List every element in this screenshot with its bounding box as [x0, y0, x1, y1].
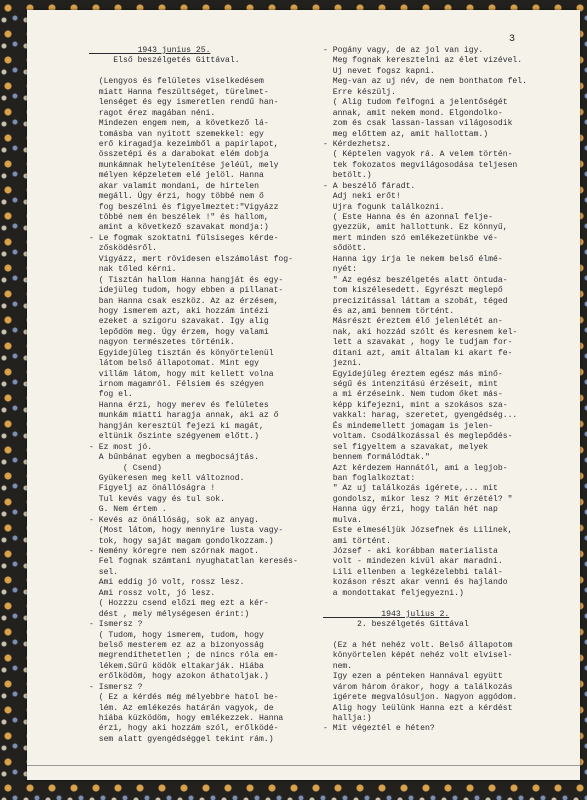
text-line: 1943 julius 2.: [323, 609, 450, 619]
text-line: - Pogány vagy, de az jol van igy.: [323, 46, 484, 55]
text-line: irnom magamról. Félsiem és szégyen: [89, 380, 264, 389]
text-line: lenséget és egy ismeretlen rendű han-: [89, 98, 279, 108]
text-line: gondolsz, mikor lesz ? Mit érzétél? ": [323, 494, 513, 504]
text-line: tek fokozatos megvilágosodása teljesen: [323, 160, 518, 170]
text-line: mélyen képzeletem elé jelöl. Hanna: [89, 171, 264, 181]
text-line: József - aki korábban materialista: [323, 547, 498, 556]
text-line: vakkal: harag, szeretet, gyengédség...: [323, 411, 518, 421]
text-line: sel figyeltem a szavakat, melyek: [323, 442, 489, 452]
text-line: meg előttem az, amit hallottam.): [323, 129, 489, 139]
typewritten-page: [27, 10, 580, 780]
text-line: Este elmeséljük Józsefnek és Lilinek,: [323, 526, 513, 536]
text-line: villám látom, hogy mit kellett volna: [89, 369, 274, 379]
text-line: Erre készülj.: [323, 87, 396, 97]
text-line: - Nemény kóregre nem szórnak magot.: [89, 547, 259, 556]
text-line: - Ismersz ?: [89, 682, 143, 692]
text-line: 1943 junius 25.: [89, 46, 211, 55]
right-text-column: [323, 46, 563, 735]
text-line: belső mesterem ez az a bizonyosság: [89, 640, 264, 650]
text-line: voltam. Csodálkozással és meglepődés-: [323, 432, 513, 442]
text-line: képp kifejezni, mint a szokásos sza-: [323, 400, 508, 410]
text-line: zom és csak lassan-lassan világosodik: [323, 119, 513, 129]
page-bottom-rule: [27, 765, 580, 766]
text-line: lém. Az emlékezés határán vagyok, de: [89, 703, 274, 713]
text-line: nem.: [323, 661, 353, 671]
text-line: - Kérdezhetsz.: [323, 139, 391, 149]
text-line: hiába küzködöm, hogy emlékezzek. Hanna: [89, 714, 284, 723]
text-line: fog beszélni és figyelmeztet:"Vigyázz: [89, 202, 279, 212]
text-line: Gyükeresen meg kell változnod.: [89, 473, 245, 483]
text-line: idejüleg tudom, hogy ebben a pillanat-: [89, 286, 284, 296]
text-line: " Az egész beszélgetés alatt öntuda-: [323, 275, 508, 285]
text-line: megáll. Úgy érzi, hogy többé nem ő: [89, 192, 264, 202]
text-line: - Mit végeztél e héten?: [323, 724, 435, 734]
text-line: munkámnak helytelenítése jeléül, mely: [89, 160, 279, 170]
text-line: lett a szavakat , hogy le tudjam for-: [323, 338, 513, 348]
text-line: Egyidejüleg tisztán és könyörtelenül: [89, 348, 274, 358]
text-line: miatt Hanna feszültséget, türelmet-: [89, 87, 269, 97]
text-line: eltünik őszinte szégyenem előtt.): [89, 432, 259, 442]
text-line: a mondottakat feljegyezni.): [323, 588, 464, 598]
text-line: nyét:: [323, 265, 357, 275]
text-line: gyezzük, amit hallottunk. Ez könnyű,: [323, 223, 508, 233]
text-line: nak tőled kérni.: [89, 265, 177, 275]
text-line: tom kiszélesedett. Egyrészt meglepő: [323, 286, 503, 296]
text-line: akar valamit mondani, de hirtelen: [89, 181, 259, 191]
text-line: ragot érez magában néni.: [89, 108, 216, 118]
text-line: G. Nem értem .: [89, 505, 167, 515]
text-line: nagyon természetes történik.: [89, 338, 235, 348]
text-line: Igy ezen a pénteken Hannával együtt: [323, 672, 503, 682]
text-line: tok, hogy saját magam gondolkozzam.): [89, 536, 274, 546]
text-line: jezni.: [323, 359, 362, 369]
text-line: mert minden szó emlékezetünkbe vé-: [323, 233, 498, 243]
text-line: Egyidejüleg éreztem egész más minő-: [323, 369, 503, 379]
text-line: [323, 599, 563, 609]
page-number: 3: [509, 34, 516, 45]
left-text-column: [89, 46, 311, 745]
text-line: volt - mindezen kivül akar maradni.: [323, 557, 503, 567]
text-line: ban foglalkoztat:: [323, 473, 416, 483]
text-line: Ujra fogunk találkozni.: [323, 202, 445, 212]
text-line: dést , mely mélységesen érint:): [89, 609, 250, 619]
text-line: Figyelj az önállóságra !: [89, 484, 216, 494]
text-line: Uj nevet fogsz kapni.: [323, 66, 435, 76]
text-line: (Most látom, hogy mennyire lusta vagy-: [89, 526, 284, 536]
text-line: kozáson részt akar venni és hajlando: [323, 578, 508, 588]
text-line: Ami rossz volt, jó lesz.: [89, 588, 216, 598]
text-line: [323, 631, 563, 641]
text-line: látom belső állapotomat. Mint egy: [89, 359, 259, 369]
text-line: sel.: [89, 567, 119, 577]
text-line: ditani azt, amit általam ki akart fe-: [323, 348, 513, 358]
text-line: többé nem én beszélek !" és hallom,: [89, 213, 269, 222]
text-line: igérete megvalósuljon. Nagyon aggódom.: [323, 693, 518, 703]
text-line: erő kiragadja kezeimből a papírlapot,: [89, 139, 279, 149]
text-line: - Le fogmak szoktatni fülsiseges kérde-: [89, 233, 279, 243]
text-line: erőlködöm, hogy azokon áthatoljak.): [89, 672, 269, 682]
text-line: ségű és intenzitású érzéseit, mint: [323, 380, 498, 389]
text-line: zősködésről.: [89, 244, 157, 254]
text-line: Másrészt éreztem élő jelenlétét an-: [323, 317, 503, 327]
text-line: Első beszélgetés Gittával.: [89, 56, 240, 66]
text-line: hangján keresztül fejezi ki magát,: [89, 421, 264, 431]
text-line: precizitással láttam a szobát, téged: [323, 296, 508, 306]
text-line: - Ismersz ?: [89, 620, 143, 630]
text-line: nak, aki hozzád szólt és keresnem kel-: [323, 327, 518, 337]
text-line: Meg fognak keresztelni az élet vizével.: [323, 56, 523, 66]
text-line: lékem.Sűrű ködök eltakarják. Hiába: [89, 661, 264, 671]
text-line: ( Képtelen vagyok rá. A velem történ-: [323, 150, 513, 160]
text-line: Vigyázz, mert rövidesen elszámolást fog-: [89, 254, 293, 264]
text-line: - Kevés az önállóság, sok az anyag.: [89, 515, 259, 525]
text-line: Alig hogy leülünk Hanna ezt a kérdést: [323, 703, 513, 713]
text-line: A bűnbánat egyben a megbocsájtás.: [89, 453, 259, 463]
text-line: fog el.: [89, 390, 133, 400]
text-line: Fel fognak számtani nyughatatlan keresés-: [89, 557, 298, 567]
text-line: ezeket a szigoru szavakat. Igy alig: [89, 317, 269, 327]
text-line: ban Hanna csak eszköz. Az az érzésem,: [89, 296, 279, 306]
text-line: (Ez a hét nehéz volt. Belső állapotom: [323, 640, 513, 650]
text-line: Adj neki erőt!: [323, 192, 401, 202]
text-line: [89, 67, 311, 77]
text-line: Hanna érzi, hogy merev és felületes: [89, 400, 269, 410]
text-line: ( Hozzzu csend előzi meg ezt a kér-: [89, 599, 269, 609]
text-line: összetépi és a darabokat elém dobja: [89, 150, 269, 160]
text-line: 2. beszélgetés Gittával: [323, 620, 469, 630]
text-line: Azt kérdezem Hannától, ami a legjob-: [323, 463, 508, 473]
text-line: ( Alig tudom felfogni a jelentőségét: [323, 98, 508, 108]
text-line: könyörtelen képét nehéz volt elvisel-: [323, 651, 513, 661]
text-line: Meg-van az uj név, de nem bonthatom fel.: [323, 77, 527, 87]
text-line: Ami eddig jó volt, rossz lesz.: [89, 578, 245, 588]
text-line: (Lengyos és felületes viselkedésem: [89, 77, 264, 87]
text-line: ami történt.: [323, 536, 391, 546]
text-line: " Az uj találkozás igérete,... mit: [323, 484, 498, 494]
text-line: amint a következő szavakat mondja:): [89, 223, 269, 233]
text-line: ( Tisztán hallom Hanna hangját és egy-: [89, 275, 284, 285]
text-line: hallja:): [323, 714, 372, 723]
text-line: sődött.: [323, 244, 367, 254]
text-line: megrendíthetetlen ; de nincs róla em-: [89, 651, 279, 661]
text-line: ( Tudom, hogy ismerem, tudom, hogy: [89, 630, 264, 640]
text-line: mulva.: [323, 515, 362, 525]
text-line: Mindezen engem nem, a következő lá-: [89, 119, 269, 129]
text-line: - Ez most jó.: [89, 442, 153, 452]
text-line: bennem formálódtak.": [323, 453, 430, 463]
text-line: Lili ellenben a legkézelebbi talál-: [323, 567, 503, 577]
text-line: várom három órakor, hogy a találkozás: [323, 682, 513, 692]
text-line: tomásba van nyitott szemekkel: egy: [89, 129, 264, 139]
text-line: Hanna igy irja le nekem belső élmé-: [323, 254, 503, 264]
text-line: Tul kevés vagy és tul sok.: [89, 494, 225, 504]
text-line: sem alatt gyengédséggel tekint rám.): [89, 734, 274, 744]
text-line: És mindemellett jomagam is jelen-: [323, 421, 493, 431]
text-line: a mi érzéseink. Nem tudom őket más-: [323, 390, 503, 400]
text-line: érzi, hogy aki hozzám szól, erőlködé-: [89, 724, 279, 734]
text-line: Hanna úgy érzi, hogy talán hét nap: [323, 505, 498, 515]
text-line: annak, amit nekem mond. Elgondolko-: [323, 108, 503, 118]
text-line: ( Ez a kérdés még mélyebbre hatol be-: [89, 693, 279, 703]
text-line: ( Csend): [89, 463, 162, 473]
text-line: és az,ami bennem történt.: [323, 306, 455, 316]
text-line: betölt.): [323, 171, 372, 181]
text-line: ( Este Hanna és én azonnal felje-: [323, 213, 493, 222]
text-line: lepődöm meg. Úgy érzem, hogy valami: [89, 327, 269, 337]
text-line: munkám miatti haragja annak, aki az ő: [89, 411, 279, 421]
text-line: hogy ismerem azt, aki hozzám intézi: [89, 306, 269, 316]
text-line: - A beszélő fáradt.: [323, 181, 416, 191]
